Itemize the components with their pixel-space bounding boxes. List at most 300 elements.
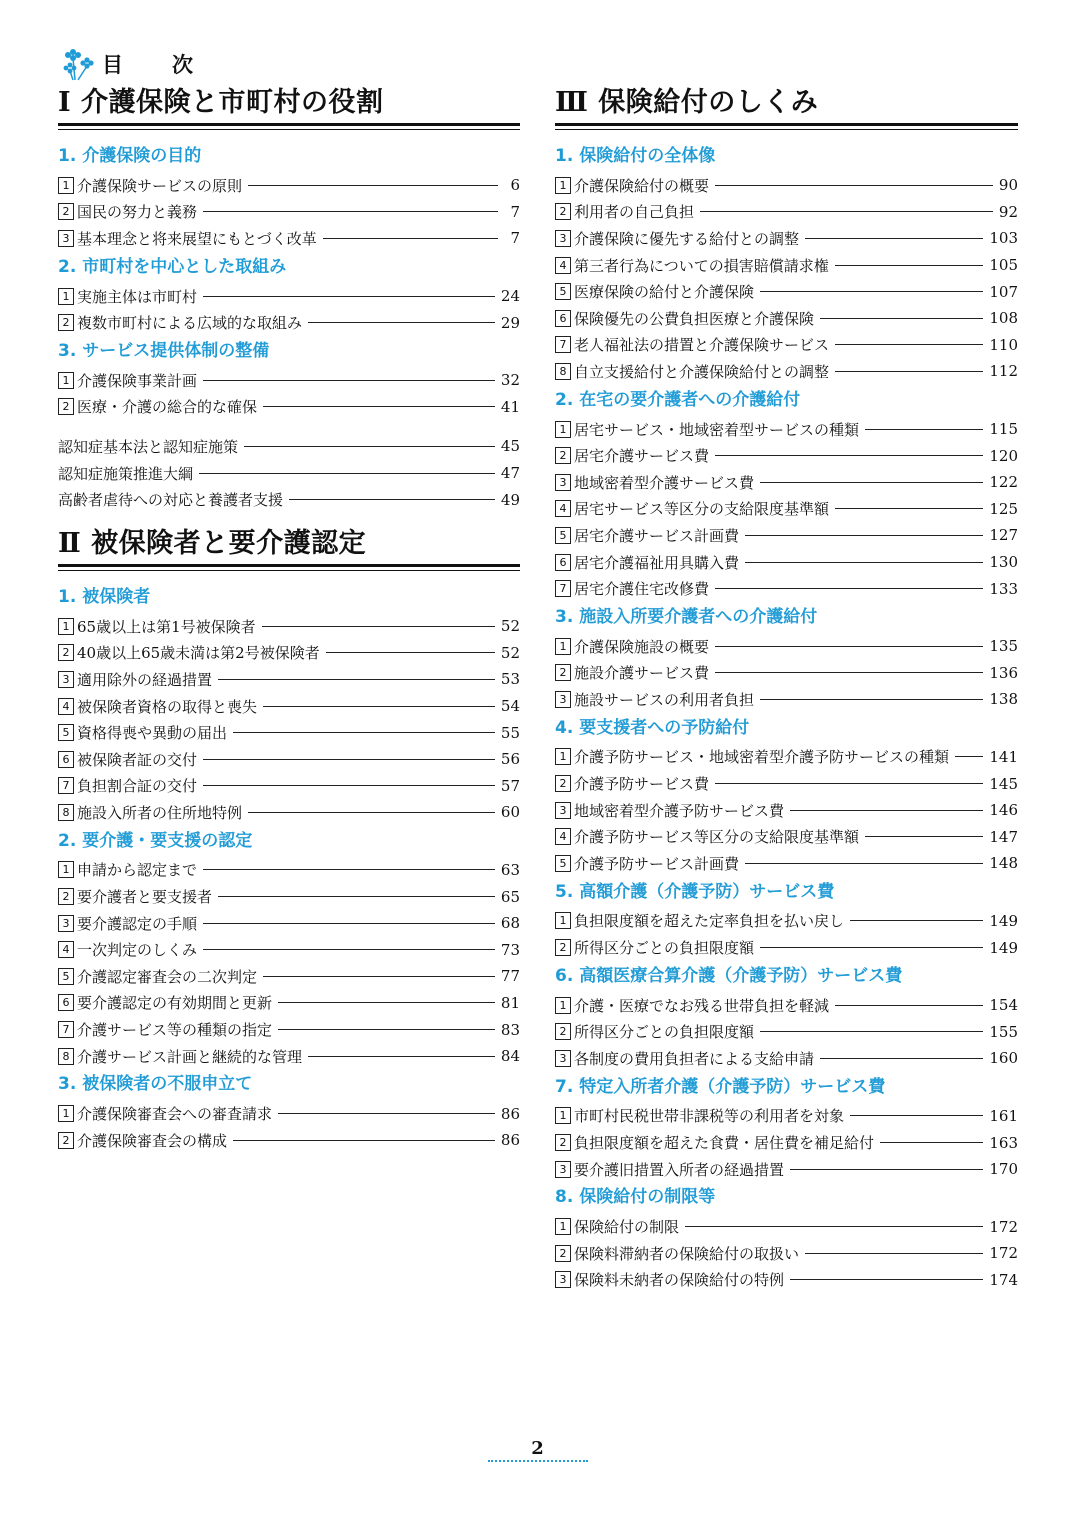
- leader-line: [745, 535, 983, 536]
- entry-page: 146: [989, 801, 1018, 820]
- entry-page: 149: [989, 911, 1018, 930]
- entry-page: 174: [989, 1270, 1018, 1289]
- toc-entry[interactable]: [555, 770, 1018, 797]
- section-title: 3. 施設入所要介護者への介護給付: [555, 606, 818, 627]
- entry-title: 要介護旧措置入所者の経過措置: [574, 1160, 785, 1179]
- entry-number: 2: [555, 1134, 571, 1151]
- leader-line: [263, 976, 495, 977]
- toc-entry[interactable]: [555, 1267, 1018, 1294]
- entry-title: 実施主体は市町村: [77, 287, 198, 306]
- entry-number: 5: [555, 527, 571, 544]
- entry-page: 141: [989, 747, 1018, 766]
- toc-entry[interactable]: [555, 633, 1018, 660]
- entry-page: 136: [989, 663, 1018, 682]
- entry-page: 147: [989, 827, 1018, 846]
- toc-entry[interactable]: [58, 799, 520, 826]
- entry-page: 45: [500, 437, 520, 456]
- entry-page: 7: [510, 202, 520, 221]
- toc-entry[interactable]: [555, 469, 1018, 496]
- entry-title: 保険料未納者の保険給付の特例: [574, 1271, 785, 1290]
- entry-number: 7: [555, 336, 571, 353]
- section-title: 8. 保険給付の制限等: [555, 1187, 716, 1208]
- entry-title: 地域密着型介護サービス費: [574, 473, 755, 492]
- leader-line: [233, 732, 495, 733]
- entry-number: 4: [555, 828, 571, 845]
- entry-number: 1: [58, 861, 74, 878]
- toc-entry[interactable]: [555, 1129, 1018, 1156]
- entry-page: 52: [500, 643, 520, 662]
- entry-page: 29: [500, 313, 520, 332]
- toc-entry[interactable]: [58, 693, 520, 720]
- leader-line: [248, 185, 498, 186]
- entry-number: 6: [555, 310, 571, 327]
- leader-line: [199, 473, 495, 474]
- entry-page: 84: [500, 1047, 520, 1066]
- leader-line: [308, 1056, 495, 1057]
- entry-page: 115: [989, 420, 1018, 439]
- entry-page: 105: [989, 256, 1018, 275]
- leader-line: [715, 185, 993, 186]
- leader-line: [278, 1002, 495, 1003]
- leader-line: [248, 812, 495, 813]
- toc-section: [555, 144, 1018, 385]
- toc-entry[interactable]: [58, 1127, 520, 1154]
- entry-title: 各制度の費用負担者による支給申請: [574, 1049, 815, 1068]
- toc-entry[interactable]: [58, 1016, 520, 1043]
- entry-title: 要介護認定の有効期間と更新: [77, 994, 273, 1013]
- entry-title: 被保険者資格の取得と喪失: [77, 697, 258, 716]
- leader-line: [218, 896, 495, 897]
- entry-page: 86: [500, 1104, 520, 1123]
- entry-number: 2: [555, 1245, 571, 1262]
- leader-line: [715, 455, 983, 456]
- divider: [58, 123, 520, 126]
- toc-entry[interactable]: [555, 252, 1018, 279]
- leader-line: [323, 238, 498, 239]
- entry-title: 介護保険事業計画: [77, 371, 198, 390]
- entry-page: 60: [500, 803, 520, 822]
- entry-page: 172: [989, 1244, 1018, 1263]
- entry-number: 4: [555, 500, 571, 517]
- toc-entry[interactable]: [58, 433, 520, 460]
- flower-icon: [58, 46, 96, 82]
- toc-entry[interactable]: [58, 225, 520, 252]
- leader-line: [203, 923, 495, 924]
- entry-number: 8: [58, 1048, 74, 1065]
- entry-page: 77: [500, 967, 520, 986]
- entry-page: 145: [989, 774, 1018, 793]
- entry-title: 要介護認定の手順: [77, 914, 198, 933]
- entry-title: 要介護者と要支援者: [77, 888, 213, 907]
- section-title: 1. 保険給付の全体像: [555, 146, 716, 166]
- entry-number: 7: [58, 777, 74, 794]
- leader-line: [218, 679, 495, 680]
- toc-entry[interactable]: [58, 367, 520, 394]
- entry-number: 2: [555, 664, 571, 681]
- left-column: [58, 84, 520, 1157]
- toc-entry[interactable]: [58, 1100, 520, 1127]
- entry-number: 2: [58, 398, 74, 415]
- entry-page: 73: [500, 940, 520, 959]
- toc-entry[interactable]: [555, 199, 1018, 226]
- toc-entry[interactable]: [555, 575, 1018, 602]
- entry-title: 医療保険の給付と介護保険: [574, 283, 755, 302]
- part-3-sections: [555, 144, 1018, 1293]
- entry-page: 86: [500, 1131, 520, 1150]
- leader-line: [233, 1140, 495, 1141]
- entry-number: 1: [58, 372, 74, 389]
- entry-title: 介護保険審査会への審査請求: [77, 1105, 273, 1124]
- leader-line: [760, 482, 983, 483]
- entry-number: 2: [555, 775, 571, 792]
- entry-number: 2: [58, 314, 74, 331]
- entry-page: 133: [989, 579, 1018, 598]
- entry-page: 172: [989, 1217, 1018, 1236]
- section-title: 1. 被保険者: [58, 586, 151, 607]
- leader-line: [835, 1005, 983, 1006]
- toc-entry[interactable]: [555, 686, 1018, 713]
- toc-entry[interactable]: [58, 883, 520, 910]
- section-title: 4. 要支援者への予防給付: [555, 717, 750, 738]
- leader-line: [760, 947, 983, 948]
- entry-title: 居宅サービス・地域密着型サービスの種類: [574, 420, 860, 439]
- entry-number: 3: [58, 915, 74, 932]
- entry-number: 4: [58, 698, 74, 715]
- entry-number: 8: [58, 804, 74, 821]
- toc-entry[interactable]: [58, 719, 520, 746]
- entry-page: 49: [500, 490, 520, 509]
- entry-title: 基本理念と将来展望にもとづく改革: [77, 229, 317, 248]
- part-3: [555, 84, 1018, 1293]
- leader-line: [715, 783, 983, 784]
- entry-title: 介護サービス等の種類の指定: [77, 1021, 273, 1040]
- toc-entry[interactable]: [58, 394, 520, 421]
- toc-entry[interactable]: [555, 992, 1018, 1019]
- entry-page: 122: [989, 473, 1018, 492]
- leader-line: [760, 291, 983, 292]
- entry-title: 介護・医療でなお残る世帯負担を軽減: [574, 996, 830, 1015]
- leader-line: [835, 344, 983, 345]
- divider: [58, 570, 520, 571]
- toc-entry[interactable]: [58, 460, 520, 487]
- entry-number: 6: [58, 751, 74, 768]
- page-footer: [0, 1438, 1075, 1462]
- entry-title: 地域密着型介護予防サービス費: [574, 801, 785, 820]
- entry-number: 2: [58, 644, 74, 661]
- entry-title: 資格得喪や異動の届出: [77, 724, 228, 743]
- entry-page: 108: [989, 309, 1018, 328]
- leader-line: [835, 265, 984, 266]
- part-1: [58, 84, 520, 513]
- entry-page: 138: [989, 690, 1018, 709]
- entry-title: 被保険者証の交付: [77, 750, 198, 769]
- entry-number: 2: [555, 1023, 571, 1040]
- toc-section: [58, 255, 520, 336]
- entry-number: 1: [555, 997, 571, 1014]
- toc-entry[interactable]: [58, 283, 520, 310]
- entry-number: 3: [555, 802, 571, 819]
- divider: [555, 129, 1018, 130]
- leader-line: [790, 1169, 983, 1170]
- section-title: 3. サービス提供体制の整備: [58, 340, 270, 361]
- entry-title: 介護保険審査会の構成: [77, 1131, 228, 1150]
- toc-title: 目 次: [102, 52, 207, 77]
- entry-number: 6: [58, 994, 74, 1011]
- toc-section: [555, 605, 1018, 713]
- toc-entry[interactable]: [58, 666, 520, 693]
- toc-entry[interactable]: [555, 744, 1018, 771]
- entry-title: 介護保険給付の概要: [574, 176, 710, 195]
- leader-line: [820, 318, 983, 319]
- section-title: 2. 市町村を中心とした取組み: [58, 256, 287, 277]
- leader-line: [760, 1031, 983, 1032]
- toc-entry[interactable]: [555, 1156, 1018, 1183]
- entry-page: 148: [989, 854, 1018, 873]
- entry-title: 介護予防サービス計画費: [574, 854, 740, 873]
- part-2: [58, 525, 520, 1154]
- entry-page: 6: [510, 176, 520, 195]
- entry-page: 112: [989, 362, 1018, 381]
- leader-line: [715, 646, 983, 647]
- entry-page: 52: [500, 617, 520, 636]
- toc-entry[interactable]: [58, 613, 520, 640]
- entry-number: 1: [555, 912, 571, 929]
- part-1-sections: [58, 144, 520, 420]
- entry-title: 医療・介護の総合的な確保: [77, 398, 258, 417]
- leader-line: [308, 322, 495, 323]
- entry-title: 自立支援給付と介護保険給付との調整: [574, 362, 830, 381]
- toc-entry[interactable]: [58, 963, 520, 990]
- entry-number: 1: [58, 177, 74, 194]
- entry-page: 63: [500, 860, 520, 879]
- entry-page: 53: [500, 670, 520, 689]
- entry-page: 92: [998, 202, 1018, 221]
- entry-title: 居宅介護福祉用具購入費: [574, 553, 740, 572]
- section-title: 5. 高額介護（介護予防）サービス費: [555, 881, 835, 902]
- entry-title: 国民の努力と義務: [77, 203, 198, 222]
- toc-entry[interactable]: [555, 278, 1018, 305]
- toc-entry[interactable]: [58, 172, 520, 199]
- toc-header: [58, 44, 207, 84]
- entry-page: 149: [989, 938, 1018, 957]
- toc-entry[interactable]: [555, 522, 1018, 549]
- entry-title: 負担限度額を超えた定率負担を払い戻し: [574, 912, 845, 931]
- toc-entry[interactable]: [555, 797, 1018, 824]
- section-title: 7. 特定入所者介護（介護予防）サービス費: [555, 1076, 886, 1097]
- toc-entry[interactable]: [58, 990, 520, 1017]
- toc-entry[interactable]: [58, 746, 520, 773]
- toc-entry[interactable]: [555, 850, 1018, 877]
- toc-entry[interactable]: [555, 225, 1018, 252]
- entry-page: 32: [500, 371, 520, 390]
- entry-page: 160: [989, 1049, 1018, 1068]
- entry-page: 125: [989, 499, 1018, 518]
- leader-line: [262, 626, 495, 627]
- entry-title: 適用除外の経過措置: [77, 670, 213, 689]
- entry-page: 120: [989, 446, 1018, 465]
- toc-entry[interactable]: [555, 660, 1018, 687]
- entry-page: 81: [500, 993, 520, 1012]
- entry-number: 3: [555, 230, 571, 247]
- toc-entry[interactable]: [555, 496, 1018, 523]
- toc-section: [58, 1072, 520, 1153]
- entry-title: 介護予防サービス・地域密着型介護予防サービスの種類: [574, 748, 950, 767]
- page-number: 2: [531, 1438, 544, 1459]
- entry-title: 所得区分ごとの負担限度額: [574, 939, 755, 958]
- entry-page: 163: [989, 1133, 1018, 1152]
- entry-page: 161: [989, 1106, 1018, 1125]
- entry-title: 介護保険に優先する給付との調整: [574, 229, 800, 248]
- toc-entry[interactable]: [555, 1240, 1018, 1267]
- toc-entry[interactable]: [555, 305, 1018, 332]
- leader-line: [865, 836, 983, 837]
- entry-number: 3: [555, 474, 571, 491]
- entry-title: 申請から認定まで: [77, 861, 198, 880]
- entry-title: 介護保険サービスの原則: [77, 176, 243, 195]
- toc-entry[interactable]: [58, 486, 520, 513]
- entry-number: 1: [555, 177, 571, 194]
- toc-entry[interactable]: [555, 1103, 1018, 1130]
- entry-number: 1: [555, 638, 571, 655]
- entry-title: 保険優先の公費負担医療と介護保険: [574, 309, 815, 328]
- entry-number: 1: [58, 288, 74, 305]
- entry-page: 68: [500, 914, 520, 933]
- toc-entry[interactable]: [555, 1018, 1018, 1045]
- entry-number: 1: [555, 1218, 571, 1235]
- leader-line: [326, 652, 495, 653]
- toc-entry[interactable]: [58, 640, 520, 667]
- section-title: 3. 被保険者の不服申立て: [58, 1074, 253, 1095]
- entry-title: 利用者の自己負担: [574, 203, 695, 222]
- entry-number: 3: [58, 671, 74, 688]
- toc-entry[interactable]: [555, 1045, 1018, 1072]
- entry-page: 65: [500, 887, 520, 906]
- entry-page: 7: [510, 229, 520, 248]
- entry-title: 保険料滞納者の保険給付の取扱い: [574, 1244, 800, 1263]
- toc-entry[interactable]: [58, 936, 520, 963]
- toc-entry[interactable]: [555, 332, 1018, 359]
- entry-number: 5: [58, 724, 74, 741]
- entry-title: 介護サービス計画と継続的な管理: [77, 1047, 303, 1066]
- entry-page: 154: [989, 996, 1018, 1015]
- entry-number: 3: [555, 1161, 571, 1178]
- entry-number: 2: [58, 1132, 74, 1149]
- section-title: 6. 高額医療合算介護（介護予防）サービス費: [555, 965, 903, 986]
- toc-section: [58, 585, 520, 826]
- entry-page: 54: [500, 697, 520, 716]
- entry-page: 56: [500, 750, 520, 769]
- toc-entry[interactable]: [58, 773, 520, 800]
- part-title: Ⅲ 保険給付のしくみ: [555, 87, 819, 118]
- entry-page: 57: [500, 776, 520, 795]
- toc-entry[interactable]: [58, 910, 520, 937]
- entry-title: 認知症施策推進大綱: [58, 464, 194, 483]
- toc-entry[interactable]: [555, 1213, 1018, 1240]
- toc-entry[interactable]: [555, 908, 1018, 935]
- leader-line: [820, 1058, 983, 1059]
- entry-page: 41: [500, 397, 520, 416]
- toc-entry[interactable]: [555, 358, 1018, 385]
- part-1-extra-entries: [58, 423, 520, 513]
- entry-title: 介護予防サービス等区分の支給限度基準額: [574, 828, 860, 847]
- leader-line: [278, 1029, 495, 1030]
- entry-number: 8: [555, 363, 571, 380]
- entry-number: 2: [58, 888, 74, 905]
- divider: [555, 123, 1018, 126]
- entry-number: 6: [555, 554, 571, 571]
- entry-number: 1: [555, 421, 571, 438]
- entry-title: 介護認定審査会の二次判定: [77, 967, 258, 986]
- leader-line: [278, 1113, 495, 1114]
- leader-line: [805, 1253, 983, 1254]
- toc-entry[interactable]: [58, 1043, 520, 1070]
- entry-title: 40歳以上65歳未満は第2号被保険者: [77, 644, 320, 663]
- entry-page: 55: [500, 723, 520, 742]
- leader-line: [244, 446, 495, 447]
- entry-number: 4: [58, 941, 74, 958]
- entry-page: 83: [500, 1020, 520, 1039]
- toc-entry[interactable]: [555, 172, 1018, 199]
- leader-line: [715, 672, 983, 673]
- entry-page: 103: [989, 229, 1018, 248]
- entry-title: 居宅サービス等区分の支給限度基準額: [574, 500, 830, 519]
- entry-page: 24: [500, 287, 520, 306]
- toc-section: [555, 880, 1018, 961]
- leader-line: [700, 211, 993, 212]
- footer-dots: [488, 1460, 588, 1462]
- entry-title: 施設介護サービス費: [574, 664, 710, 683]
- entry-title: 負担限度額を超えた食費・居住費を補足給付: [574, 1134, 875, 1153]
- divider: [58, 564, 520, 567]
- leader-line: [790, 1279, 983, 1280]
- toc-section: [58, 339, 520, 420]
- leader-line: [263, 706, 495, 707]
- toc-entry[interactable]: [555, 416, 1018, 443]
- entry-title: 保険給付の制限: [574, 1218, 680, 1237]
- entry-title: 介護保険施設の概要: [574, 637, 710, 656]
- leader-line: [850, 1115, 983, 1116]
- leader-line: [685, 1226, 983, 1227]
- entry-number: 1: [58, 618, 74, 635]
- entry-number: 1: [555, 748, 571, 765]
- leader-line: [865, 429, 983, 430]
- leader-line: [850, 920, 983, 921]
- leader-line: [203, 785, 495, 786]
- entry-page: 47: [500, 464, 520, 483]
- entry-number: 3: [555, 1271, 571, 1288]
- entry-number: 2: [58, 203, 74, 220]
- entry-number: 7: [555, 580, 571, 597]
- toc-entry[interactable]: [58, 199, 520, 226]
- entry-title: 65歳以上は第1号被保険者: [77, 617, 256, 636]
- toc-entry[interactable]: [58, 857, 520, 884]
- entry-page: 127: [989, 526, 1018, 545]
- leader-line: [745, 863, 983, 864]
- entry-page: 110: [989, 335, 1018, 354]
- toc-entry[interactable]: [58, 309, 520, 336]
- entry-number: 3: [555, 691, 571, 708]
- toc-entry[interactable]: [555, 549, 1018, 576]
- toc-section: [555, 1185, 1018, 1293]
- leader-line: [835, 508, 983, 509]
- leader-line: [955, 756, 983, 757]
- entry-title: 施設サービスの利用者負担: [574, 690, 755, 709]
- toc-entry[interactable]: [555, 823, 1018, 850]
- toc-entry[interactable]: [555, 934, 1018, 961]
- right-column: [555, 84, 1018, 1296]
- toc-section: [555, 388, 1018, 602]
- toc-entry[interactable]: [555, 442, 1018, 469]
